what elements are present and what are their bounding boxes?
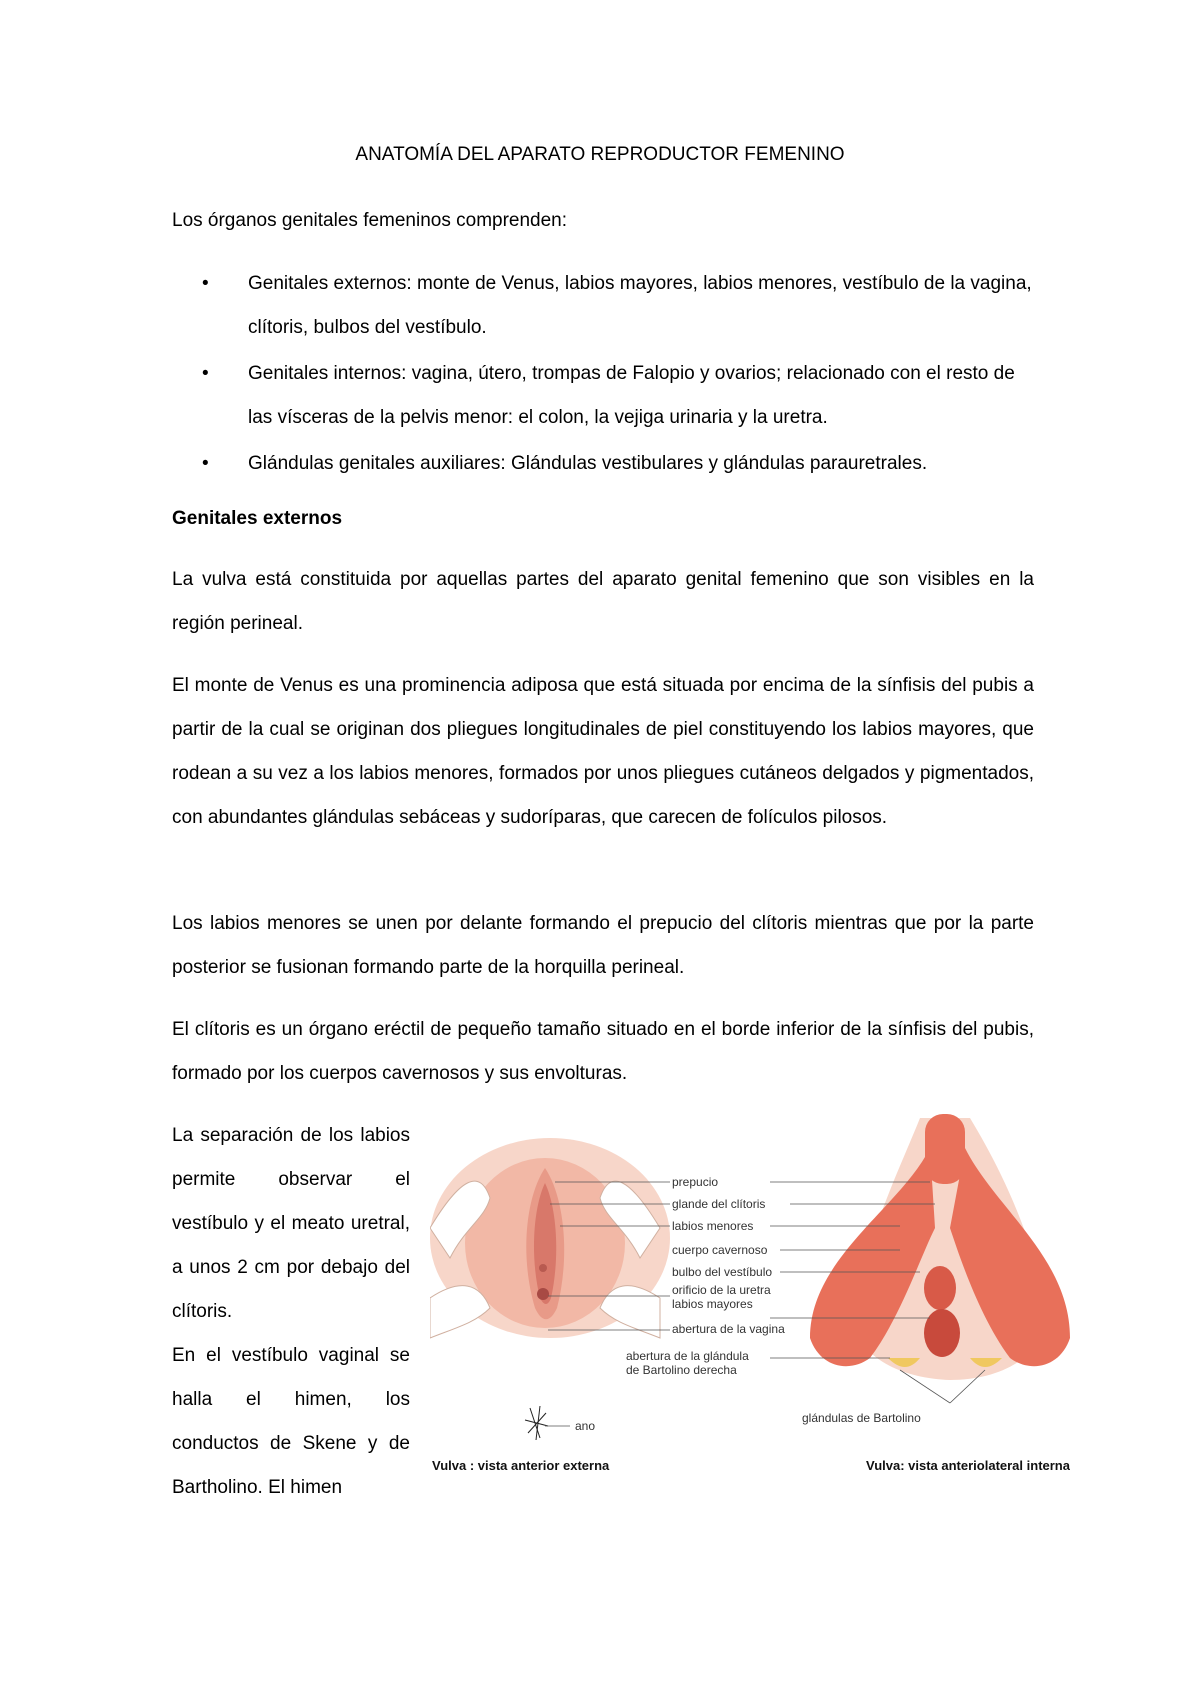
label-prepucio: prepucio xyxy=(672,1175,719,1189)
list-item xyxy=(172,262,1040,350)
paragraph-monte-venus: El monte de Venus es una prominencia adiposa que está situada por encima de la sínfisis del pubis a partir de la cual se originan dos pliegues longitudinales de piel constituyendo los labios mayores, que rodean a su vez a los labios menores, formados por unos pliegues cutáneos delgados y pigmentados, con abundantes glándulas sebáceas y sudoríparas, que carecen de folículos pilosos. xyxy=(172,675,1034,828)
section-heading: Genitales externos xyxy=(172,508,343,529)
list-item-text: Genitales externos: monte de Venus, labios mayores, labios menores, vestíbulo de la vagina, clítoris, bulbos del vestíbulo. xyxy=(248,273,1032,338)
list-item-text: Genitales internos: vagina, útero, trompas de Falopio y ovarios; relacionado con el resto de las vísceras de la pelvis menor: el colon, la vejiga urinaria y la uretra. xyxy=(248,363,1015,428)
label-labios-menores: labios menores xyxy=(672,1219,754,1233)
intro-text: Los órganos genitales femeninos comprenden: xyxy=(172,210,568,231)
label-ano: ano xyxy=(575,1419,596,1433)
caption-right: Vulva: vista anteriolateral interna xyxy=(866,1458,1070,1473)
paragraph-vestibulo: En el vestíbulo vaginal se halla el himen, los conductos de Skene y de Bartholino. El himen xyxy=(172,1345,410,1498)
bullet-icon: • xyxy=(202,363,209,384)
vulva-illustration xyxy=(430,1108,1070,1498)
paragraph-vulva: La vulva está constituida por aquellas partes del aparato genital femenino que son visibles en la región perineal. xyxy=(172,569,1034,634)
bullet-icon: • xyxy=(202,453,209,474)
label-glandulas-bartolino: glándulas de Bartolino xyxy=(802,1411,921,1425)
label-glande: glande del clítoris xyxy=(672,1197,766,1211)
external-view-illustration xyxy=(430,1138,670,1440)
paragraph-labios-menores: Los labios menores se unen por delante formando el prepucio del clítoris mientras que por la parte posterior se fusionan formando parte de la horquilla perineal. xyxy=(172,913,1034,978)
anatomy-figure xyxy=(430,1108,1070,1498)
list-item xyxy=(172,442,1040,486)
organ-list xyxy=(172,262,1040,488)
paragraph-clitoris: El clítoris es un órgano eréctil de pequeño tamaño situado en el borde inferior de la sínfisis del pubis, formado por los cuerpos cavernosos y sus envolturas. xyxy=(172,1019,1034,1084)
label-cuerpo-cavernoso: cuerpo cavernoso xyxy=(672,1243,768,1257)
label-abertura-vagina: abertura de la vagina xyxy=(672,1322,785,1336)
list-item xyxy=(172,352,1040,440)
page-title: ANATOMÍA DEL APARATO REPRODUCTOR FEMENINO xyxy=(355,144,845,165)
list-item-text: Glándulas genitales auxiliares: Glándulas vestibulares y glándulas parauretrales. xyxy=(248,453,928,474)
label-abertura-glandula: abertura de la glándula xyxy=(626,1349,749,1363)
label-bulbo: bulbo del vestíbulo xyxy=(672,1265,773,1279)
label-labios-mayores: labios mayores xyxy=(672,1297,753,1311)
bullet-icon: • xyxy=(202,273,209,294)
label-orificio-uretra: orificio de la uretra xyxy=(672,1283,771,1297)
paragraph-separacion: La separación de los labios permite observar el vestíbulo y el meato uretral, a unos 2 cm por debajo del clítoris. xyxy=(172,1125,410,1322)
caption-left: Vulva : vista anterior externa xyxy=(432,1458,610,1473)
label-bartolino-derecha: de Bartolino derecha xyxy=(626,1363,737,1377)
internal-view-illustration xyxy=(810,1114,1070,1380)
